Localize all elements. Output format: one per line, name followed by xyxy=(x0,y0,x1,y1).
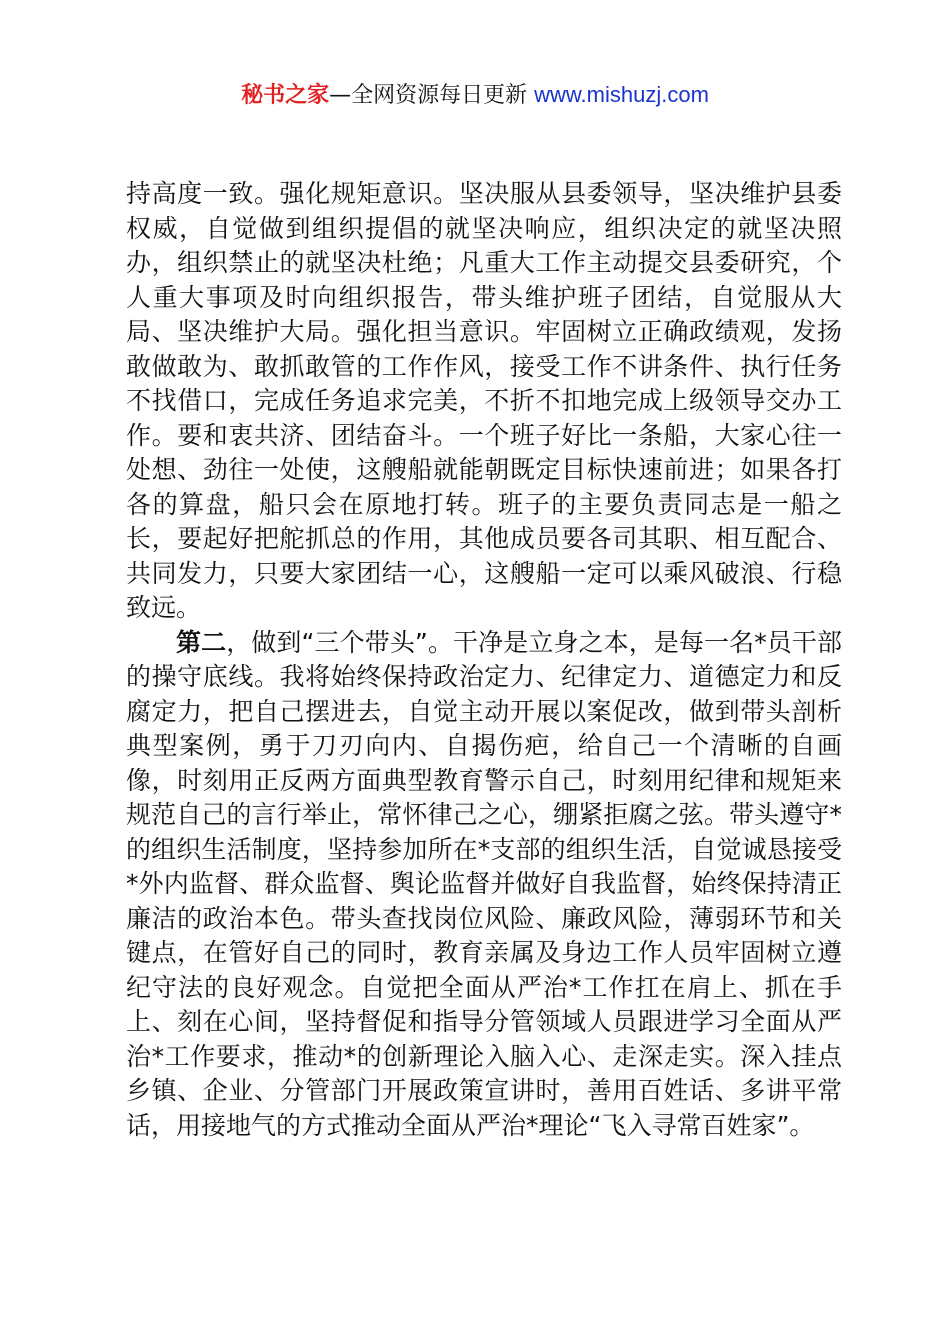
header-slogan: —全网资源每日更新 xyxy=(329,83,535,108)
site-header xyxy=(0,80,950,111)
paragraph-lead: 第二 xyxy=(176,627,227,657)
paragraph-text: ，做到“三个带头”。干净是立身之本，是每一名*员干部的操守底线。我将始终保持政治定力、纪律定力、道德定力和反腐定力，把自己摆进去，自觉主动开展以案促改，做到带头剖析典型案例，勇于刀刃向内、自揭伤疤，给自己一个清晰的自画像，时刻用正反两方面典型教育警示自己，时刻用纪律和规矩来规范自己的言行举止，常怀律己之心，绷紧拒腐之弦。带头遵守*的组织生活制度，坚持参加所在*支部的组织生活，自觉诚恳接受*外内监督、群众监督、舆论监督并做好自我监督，始终保持清正廉洁的政治本色。带头查找岗位风险、廉政风险，薄弱环节和关键点，在管好自己的同时，教育亲属及身边工作人员牢固树立遵纪守法的良好观念。自觉把全面从严治*工作扛在肩上、抓在手上、刻在心间，坚持督促和指导分管领域人员跟进学习全面从严治*工作要求，推动*的创新理论入脑入心、走深走实。深入挂点乡镇、企业、分管部门开展政策宣讲时，善用百姓话、多讲平常话，用接地气的方式推动全面从严治*理论“飞入寻常百姓家”。 xyxy=(126,627,842,1140)
brand-name: 秘书之家 xyxy=(241,83,330,108)
paragraph-continuation xyxy=(126,177,842,626)
document-body xyxy=(126,177,842,1143)
paragraph-second xyxy=(126,626,842,1144)
paragraph-text: 持高度一致。强化规矩意识。坚决服从县委领导，坚决维护县委权威，自觉做到组织提倡的就坚决响应，组织决定的就坚决照办，组织禁止的就坚决杜绝；凡重大工作主动提交县委研究，个人重大事项及时向组织报告，带头维护班子团结，自觉服从大局、坚决维护大局。强化担当意识。牢固树立正确政绩观，发扬敢做敢为、敢抓敢管的工作作风，接受工作不讲条件、执行任务不找借口，完成任务追求完美，不折不扣地完成上级领导交办工作。要和衷共济、团结奋斗。一个班子好比一条船，大家心往一处想、劲往一处使，这艘船就能朝既定目标快速前进；如果各打各的算盘，船只会在原地打转。班子的主要负责同志是一船之长，要起好把舵抓总的作用，其他成员要各司其职、相互配合、共同发力，只要大家团结一心，这艘船一定可以乘风破浪、行稳致远。 xyxy=(126,179,842,622)
site-url[interactable]: www.mishuzj.com xyxy=(534,82,709,107)
